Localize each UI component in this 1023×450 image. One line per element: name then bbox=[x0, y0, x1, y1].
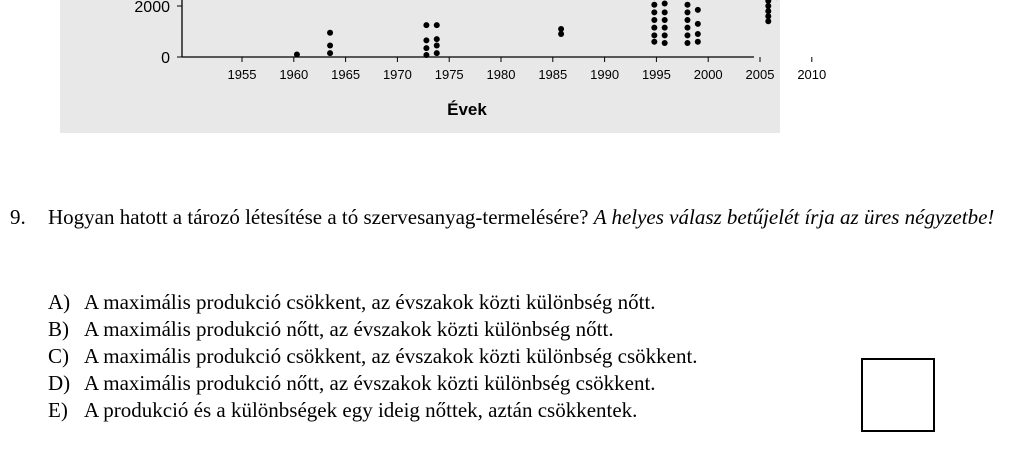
data-point bbox=[327, 50, 333, 56]
option-b bbox=[48, 316, 848, 343]
x-tick-label: 1970 bbox=[382, 67, 412, 82]
data-point bbox=[423, 37, 429, 43]
data-point bbox=[684, 25, 690, 31]
x-tick-label: 1995 bbox=[641, 67, 671, 82]
question-instruction: A helyes válasz betűjelét írja az üres négyzetbe! bbox=[593, 205, 995, 229]
option-letter: C) bbox=[48, 344, 69, 368]
data-point bbox=[684, 2, 690, 8]
option-letter: B) bbox=[48, 317, 69, 341]
x-tick-label: 1980 bbox=[486, 67, 516, 82]
answer-box[interactable] bbox=[861, 358, 935, 432]
x-tick-label: 2010 bbox=[797, 67, 827, 82]
question-text: Hogyan hatott a tározó létesítése a tó szervesanyag-termelésére? bbox=[48, 205, 589, 229]
data-point bbox=[765, 3, 771, 9]
data-point bbox=[662, 0, 668, 6]
data-point bbox=[684, 40, 690, 46]
option-text: A produkció és a különbségek egy ideig nőttek, aztán csökkentek. bbox=[84, 398, 638, 422]
y-tick-label: 0 bbox=[161, 50, 170, 67]
question-number: 9. bbox=[10, 205, 26, 229]
data-point bbox=[695, 39, 701, 45]
answer-options bbox=[48, 289, 848, 424]
data-point bbox=[695, 21, 701, 27]
x-tick-label: 1985 bbox=[538, 67, 568, 82]
x-tick-label: 1955 bbox=[227, 67, 257, 82]
data-point bbox=[662, 40, 668, 46]
data-point bbox=[662, 25, 668, 31]
data-point bbox=[423, 45, 429, 51]
data-point bbox=[662, 17, 668, 23]
data-point bbox=[651, 17, 657, 23]
x-tick-label: 1990 bbox=[590, 67, 620, 82]
data-point bbox=[684, 17, 690, 23]
x-axis-title: Évek bbox=[447, 100, 487, 119]
data-point bbox=[765, 0, 771, 4]
data-point bbox=[558, 26, 564, 32]
x-tick-label: 1965 bbox=[331, 67, 361, 82]
data-point bbox=[651, 9, 657, 15]
data-point bbox=[434, 22, 440, 28]
option-text: A maximális produkció nőtt, az évszakok közti különbség nőtt. bbox=[84, 317, 614, 341]
x-tick-label: 1960 bbox=[279, 67, 309, 82]
data-point bbox=[434, 50, 440, 56]
data-point bbox=[695, 31, 701, 37]
question-text-block bbox=[48, 202, 998, 233]
x-tick-label: 2000 bbox=[693, 67, 723, 82]
option-letter: A) bbox=[48, 290, 71, 314]
option-letter: D) bbox=[48, 371, 71, 395]
data-point bbox=[327, 43, 333, 49]
option-c bbox=[48, 343, 848, 370]
data-point bbox=[695, 7, 701, 13]
option-text: A maximális produkció csökkent, az évszakok közti különbség nőtt. bbox=[84, 290, 656, 314]
x-tick-label: 1975 bbox=[434, 67, 464, 82]
data-point bbox=[662, 32, 668, 38]
data-point bbox=[423, 22, 429, 28]
data-point bbox=[684, 32, 690, 38]
option-letter: E) bbox=[48, 398, 68, 422]
data-point bbox=[651, 2, 657, 8]
data-point bbox=[662, 9, 668, 15]
y-tick-label: 2000 bbox=[134, 0, 170, 16]
data-point bbox=[434, 36, 440, 42]
data-point bbox=[651, 39, 657, 45]
data-point bbox=[651, 32, 657, 38]
scatter-chart bbox=[60, 0, 827, 133]
x-tick-label: 2005 bbox=[745, 67, 775, 82]
option-e bbox=[48, 397, 848, 424]
data-point bbox=[651, 25, 657, 31]
option-text: A maximális produkció nőtt, az évszakok közti különbség csökkent. bbox=[84, 371, 656, 395]
data-point bbox=[434, 43, 440, 49]
option-d bbox=[48, 370, 848, 397]
data-point bbox=[327, 30, 333, 36]
option-text: A maximális produkció csökkent, az évszakok közti különbség csökkent. bbox=[84, 344, 698, 368]
data-point bbox=[684, 9, 690, 15]
chart-panel bbox=[60, 0, 827, 133]
option-a bbox=[48, 289, 848, 316]
